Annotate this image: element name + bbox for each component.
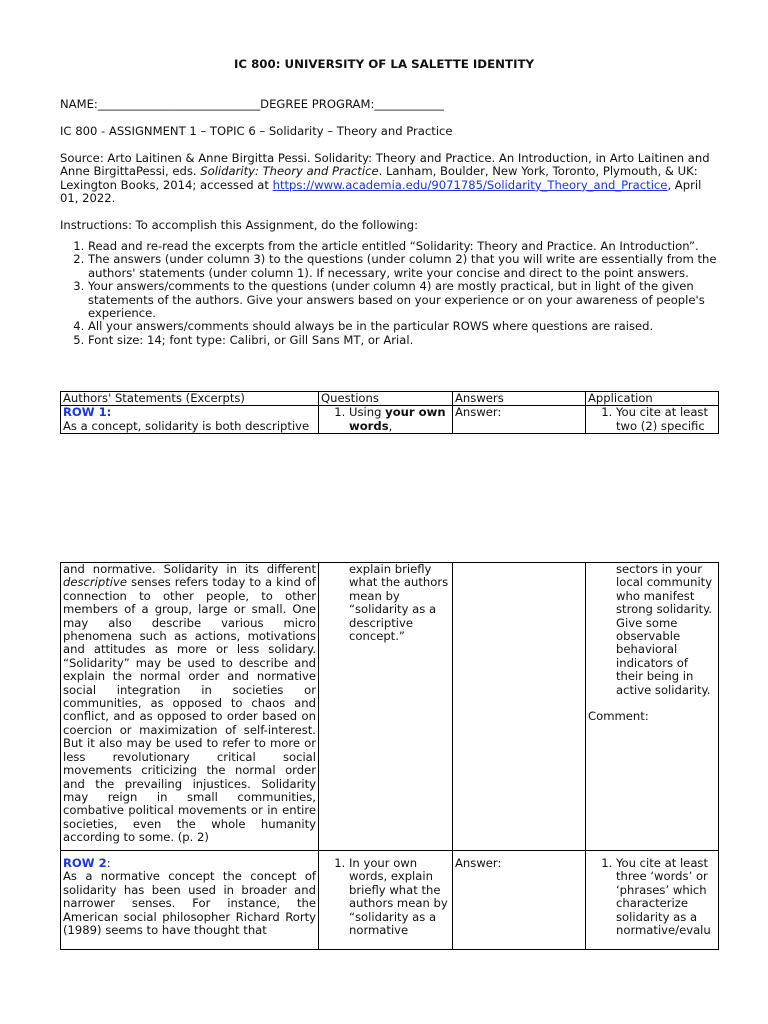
row1-statement-cell xyxy=(61,406,319,434)
row1-question-cell xyxy=(319,406,453,434)
instructions-label: Instructions: To accomplish this Assignment, do the following: xyxy=(60,218,419,232)
name-label: NAME: xyxy=(60,97,98,111)
instruction-item: 4. All your answers/comments should always be in the particular ROWS where questions are raised. xyxy=(88,320,748,333)
row1-application-cell xyxy=(586,406,719,434)
table-row-1-start xyxy=(61,406,719,434)
row1-question: 1. Using your own words, xyxy=(349,406,450,433)
row2-question-cell xyxy=(319,851,453,950)
table-row-1-continued xyxy=(61,563,719,851)
assignment-line: IC 800 - ASSIGNMENT 1 – TOPIC 6 – Solidarity – Theory and Practice xyxy=(60,124,453,138)
header-questions: Questions xyxy=(319,392,453,406)
row2-answer-label: Answer: xyxy=(455,856,502,870)
row2-answer-cell[interactable] xyxy=(453,851,586,950)
source-text-3: , April 01, 2022. xyxy=(60,177,702,206)
instructions-list xyxy=(60,240,748,347)
degree-label: DEGREE PROGRAM: xyxy=(260,97,375,111)
source-link[interactable]: https://www.academia.edu/9071785/Solidarity_Theory_and_Practice xyxy=(272,177,668,192)
source-text-1: Source: Arto Laitinen & Anne Birgitta Pessi. Solidarity: Theory and Practice. An Introduction, in Arto Laitinen and Anne BirgittaPessi, eds. xyxy=(60,151,710,179)
row2-application: 1. You cite at least three ‘words’ or ‘phrases’ which characterize solidarity as a normative/evalu xyxy=(616,857,716,937)
row1-statement-cont: and normative. Solidarity in its different descriptive senses refers today to a kind of connection to other people, to other members of a group, large or small. One may also describe various micro phenomena such as actions, motivations and attitudes as more or less solidary. “Solidarity” may be used to describe and explain the normal order and normative social integration in societies or communities, as opposed to chaos and conflict, and as opposed to order based on coercion or maximization of self-interest. But it also may be used to refer to more or less revolutionary critical social movements criticizing the normal order and the prevailing injustices. Solidarity may reign in small communities, combative political movements or in entire societies, even the whole humanity according to some. (p. 2) xyxy=(61,563,319,851)
row2-statement: As a normative concept the concept of solidarity has been used in broader and narrower senses. For instance, the American social philosopher Richard Rorty (1989) seems to have thought that xyxy=(63,869,316,938)
name-blank: ____________________________ xyxy=(97,97,261,111)
row1-answer-cell[interactable] xyxy=(453,406,586,434)
source-book-title: Solidarity: Theory and Practice xyxy=(200,164,379,179)
assignment-table-top xyxy=(60,391,719,434)
row1-application-cont-text: sectors in your local community who manifest strong solidarity. Give some observable behavioral indicators of their being in active solidarity. xyxy=(616,562,713,697)
table-header-row xyxy=(61,392,719,406)
instruction-item: 5. Font size: 14; font type: Calibri, or Gill Sans MT, or Arial. xyxy=(88,334,748,347)
row1-answer-cont[interactable] xyxy=(453,563,586,851)
row1-label: ROW 1: xyxy=(63,405,112,420)
row1-comment-label: Comment: xyxy=(588,709,649,724)
header-application: Application xyxy=(586,392,719,406)
instruction-item: 1. Read and re-read the excerpts from the article entitled “Solidarity: Theory and Practice. An Introduction”. xyxy=(88,240,748,253)
row1-statement-start: As a concept, solidarity is both descriptive xyxy=(63,418,310,433)
row1-application-start: 1. You cite at least two (2) specific xyxy=(616,406,716,433)
instruction-item: 2. The answers (under column 3) to the questions (under column 2) that you will write are essentially from the authors' statements (under column 1). If necessary, write your concise and direct to the point answers. xyxy=(88,253,748,280)
row2-application-cell xyxy=(586,851,719,950)
header-answers: Answers xyxy=(453,392,586,406)
row2-label: ROW 2 xyxy=(63,856,107,870)
row1-application-cont xyxy=(586,563,719,851)
assignment-table-continued xyxy=(60,562,719,950)
row1-question-cont-text: explain briefly what the authors mean by “solidarity as a descriptive concept.” xyxy=(349,562,449,644)
header-statements: Authors' Statements (Excerpts) xyxy=(61,392,319,406)
table-row-2 xyxy=(61,851,719,950)
degree-blank: ____________ xyxy=(374,97,444,111)
source-text-2: . Lanham, Boulder, New York, Toronto, Plymouth, & UK: Lexington Books, 2014; accessed at xyxy=(60,164,698,192)
instruction-item: 3. Your answers/comments to the questions (under column 4) are mostly practical, but in light of the given statements of the authors. Give your answers based on your experience or on your awareness of people's experience. xyxy=(88,280,748,320)
row2-question: 1. In your own words, explain briefly what the authors mean by “solidarity as a normative xyxy=(349,857,450,937)
row1-question-cont xyxy=(319,563,453,851)
document-title: IC 800: UNIVERSITY OF LA SALETTE IDENTITY xyxy=(233,57,535,71)
name-degree-line xyxy=(60,98,444,111)
row1-answer-label: Answer: xyxy=(455,405,502,420)
source-paragraph xyxy=(60,152,710,206)
row2-statement-cell: ROW 2: As a normative concept the concept of solidarity has been used in broader and narrower senses. For instance, the American social philosopher Richard Rorty (1989) seems to have thought that xyxy=(61,851,319,950)
